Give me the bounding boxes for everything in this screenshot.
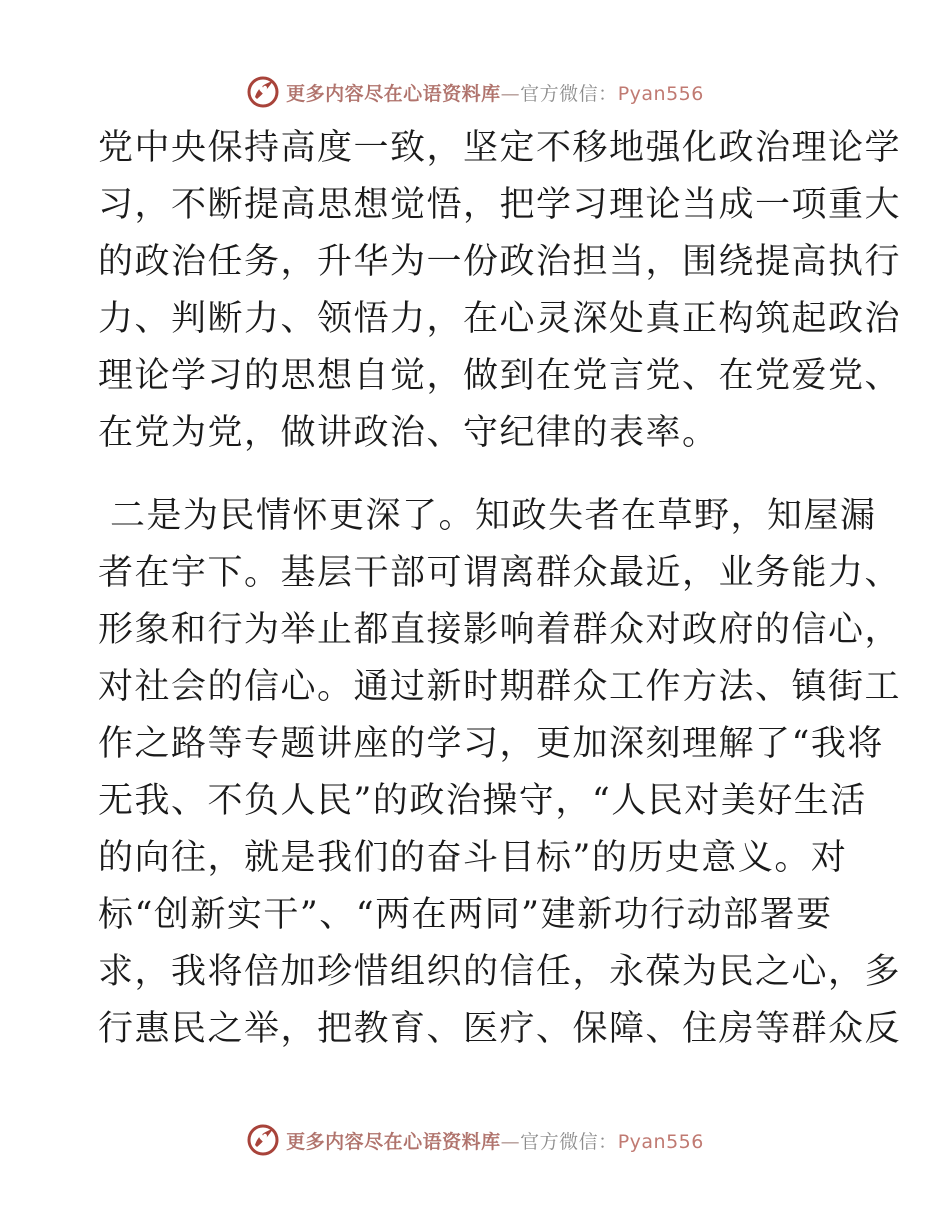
header-banner-wechat-id: Pyan556	[617, 82, 704, 105]
paragraph-line: 的向往，就是我们的奋斗目标”的历史意义。对	[98, 838, 848, 878]
paragraph-line: 形象和行为举止都直接影响着群众对政府的信心，	[98, 610, 902, 650]
header-banner-prefix: 更多内容尽在心语资料库	[286, 82, 501, 105]
header-watermark-banner	[0, 72, 950, 112]
paragraph-line: 的政治任务，升华为一份政治担当，围绕提高执行	[98, 242, 902, 282]
paragraph-line: 在党为党，做讲政治、守纪律的表率。	[98, 413, 719, 453]
paragraph-line: 二是为民情怀更深了。知政失者在草野，知屋漏	[110, 496, 877, 536]
footer-banner-wechat-id: Pyan556	[617, 1130, 704, 1153]
paragraph-line: 党中央保持高度一致，坚定不移地强化政治理论学	[98, 128, 902, 168]
paragraph-line: 力、判断力、领悟力，在心灵深处真正构筑起政治	[98, 299, 902, 339]
paragraph-line: 标“创新实干”、“两在两同”建新功行动部署要	[98, 895, 833, 935]
footer-banner-prefix: 更多内容尽在心语资料库	[286, 1130, 501, 1153]
paragraph-line: 习，不断提高思想觉悟，把学习理论当成一项重大	[98, 185, 902, 225]
header-banner-wechat-label: 官方微信：	[520, 82, 618, 105]
paragraph-line: 者在宇下。基层干部可谓离群众最近，业务能力、	[98, 553, 902, 593]
quill-heart-logo-icon	[246, 75, 280, 109]
header-banner-dash: —	[500, 82, 521, 105]
paragraph-line: 求，我将倍加珍惜组织的信任，永葆为民之心，多	[98, 952, 902, 992]
paragraph-line: 无我、不负人民”的政治操守，“人民对美好生活	[98, 781, 867, 821]
footer-banner-text	[286, 1127, 704, 1154]
paragraph-line: 理论学习的思想自觉，做到在党言党、在党爱党、	[98, 356, 902, 396]
paragraph-line: 作之路等专题讲座的学习，更加深刻理解了“我将	[98, 724, 884, 764]
paragraph-1	[98, 120, 902, 462]
footer-banner-wechat-label: 官方微信：	[520, 1130, 618, 1153]
header-banner-text	[286, 79, 704, 106]
paragraph-line: 行惠民之举，把教育、医疗、保障、住房等群众反	[98, 1009, 902, 1049]
paragraph-line: 对社会的信心。通过新时期群众工作方法、镇街工	[98, 667, 902, 707]
footer-watermark-banner	[0, 1120, 950, 1160]
footer-banner-dash: —	[500, 1130, 521, 1153]
paragraph-2	[98, 488, 902, 1058]
quill-heart-logo-icon	[246, 1123, 280, 1157]
